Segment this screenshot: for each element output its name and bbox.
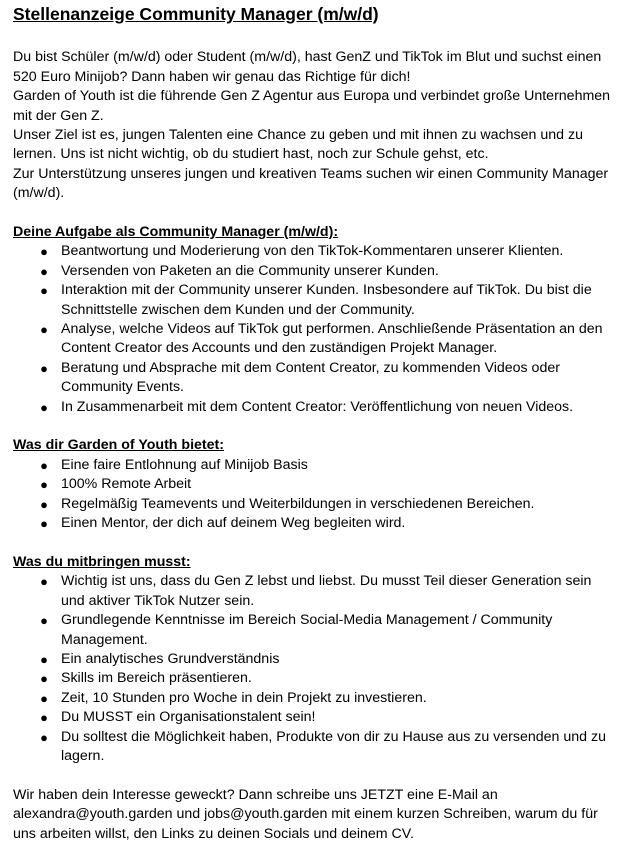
list-item-text: Versenden von Paketen an die Community unserer Kunden. [61, 262, 439, 279]
requirements-section [13, 553, 617, 766]
list-item [13, 514, 617, 533]
list-item-text: Grundlegende Kenntnisse im Bereich Social-Media Management / Community Management. [61, 612, 553, 648]
bullet-icon: ● [40, 729, 48, 745]
list-item [13, 689, 617, 708]
spacer [13, 204, 617, 223]
list-item-text: 100% Remote Arbeit [61, 476, 192, 493]
intro-paragraph-3: Unser Ziel ist es, jungen Talenten eine Chance zu geben und mit ihnen zu wachsen und zu lernen. Uns ist nicht wichtig, ob du studiert hast, noch zur Schule gehst, etc. [13, 127, 583, 163]
list-item-text: Ein analytisches Grundverständnis [61, 650, 280, 667]
bullet-icon: ● [40, 613, 48, 629]
tasks-section [13, 223, 617, 417]
list-item [13, 495, 617, 514]
bullet-icon: ● [40, 457, 48, 473]
list-item-text: Wichtig ist uns, dass du Gen Z lebst und liebst. Du musst Teil dieser Generation sein und aktiver TikTok Nutzer sein. [61, 573, 592, 609]
spacer [13, 766, 617, 785]
list-item-text: Zeit, 10 Stunden pro Woche in dein Projekt zu investieren. [61, 689, 427, 706]
spacer [13, 534, 617, 553]
requirements-list [13, 572, 617, 766]
list-item-text: Einen Mentor, der dich auf deinem Weg begleiten wird. [61, 515, 406, 532]
bullet-icon: ● [40, 710, 48, 726]
list-item-text: In Zusammenarbeit mit dem Content Creator: Veröffentlichung von neuen Videos. [61, 398, 574, 415]
page-title: Stellenanzeige Community Manager (m/w/d) [13, 4, 379, 24]
list-item [13, 456, 617, 475]
list-item [13, 320, 617, 359]
bullet-icon: ● [40, 496, 48, 512]
list-item [13, 650, 617, 669]
list-item [13, 359, 617, 398]
list-item [13, 242, 617, 261]
bullet-icon: ● [40, 671, 48, 687]
bullet-icon: ● [40, 244, 48, 260]
list-item-text: Beantwortung und Moderierung von den TikTok-Kommentaren unserer Klienten. [61, 243, 564, 260]
list-item [13, 669, 617, 688]
bullet-icon: ● [40, 322, 48, 338]
list-item-text: Du solltest die Möglichkeit haben, Produkte von dir zu Hause aus zu versenden und zu lagern. [61, 728, 606, 764]
offers-heading: Was dir Garden of Youth bietet: [13, 437, 224, 454]
bullet-icon: ● [40, 360, 48, 376]
list-item-text: Eine faire Entlohnung auf Minijob Basis [61, 456, 308, 473]
bullet-icon: ● [40, 574, 48, 590]
bullet-icon: ● [40, 399, 48, 415]
list-item-text: Beratung und Absprache mit dem Content Creator, zu kommenden Videos oder Community Events. [61, 359, 560, 396]
bullet-icon: ● [40, 690, 48, 706]
list-item [13, 281, 617, 320]
list-item [13, 708, 617, 727]
bullet-icon: ● [40, 516, 48, 532]
bullet-icon: ● [40, 477, 48, 493]
intro-paragraph-1: Du bist Schüler (m/w/d) oder Student (m/w/d), hast GenZ und TikTok im Blut und suchst einen 520 Euro Minijob? Dann haben wir genau das Richtige für dich! [13, 49, 602, 85]
tasks-heading: Deine Aufgabe als Community Manager (m/w/d): [13, 224, 339, 241]
spacer [13, 417, 617, 436]
list-item [13, 572, 617, 611]
offers-list [13, 456, 617, 534]
list-item-text: Interaktion mit der Community unserer Kunden. Insbesondere auf TikTok. Du bist die Schnittstelle zwischen dem Kunden und der Community. [61, 282, 592, 318]
bullet-icon: ● [40, 651, 48, 667]
offers-section [13, 436, 617, 533]
list-item-text: Du MUSST ein Organisationstalent sein! [61, 709, 316, 726]
spacer [13, 29, 617, 48]
list-item [13, 475, 617, 494]
bullet-icon: ● [40, 263, 48, 279]
list-item-text: Regelmäßig Teamevents und Weiterbildungen in verschiedenen Bereichen. [61, 495, 535, 512]
closing-paragraph: Wir haben dein Interesse geweckt? Dann schreibe uns JETZT eine E-Mail an alexandra@youth.garden und jobs@youth.garden mit einem kurzen Schreiben, warum du für uns arbeiten willst, den Links zu deinen Socials und deinem CV. [13, 786, 598, 842]
list-item-text: Skills im Bereich präsentieren. [61, 670, 252, 687]
list-item [13, 611, 617, 650]
list-item [13, 728, 617, 767]
intro-section [13, 48, 617, 203]
tasks-list [13, 242, 617, 417]
requirements-heading: Was du mitbringen musst: [13, 553, 191, 570]
intro-paragraph-4: Zur Unterstützung unseres jungen und kreativen Teams suchen wir einen Community Manager (m/w/d). [13, 165, 609, 202]
list-item-text: Analyse, welche Videos auf TikTok gut performen. Anschließende Präsentation an den Content Creator des Accounts und den zuständigen Projekt Manager. [61, 321, 603, 357]
intro-paragraph-2: Garden of Youth ist die führende Gen Z Agentur aus Europa und verbindet große Unternehmen mit der Gen Z. [13, 88, 611, 124]
list-item [13, 262, 617, 281]
list-item [13, 398, 617, 417]
bullet-icon: ● [40, 283, 48, 299]
